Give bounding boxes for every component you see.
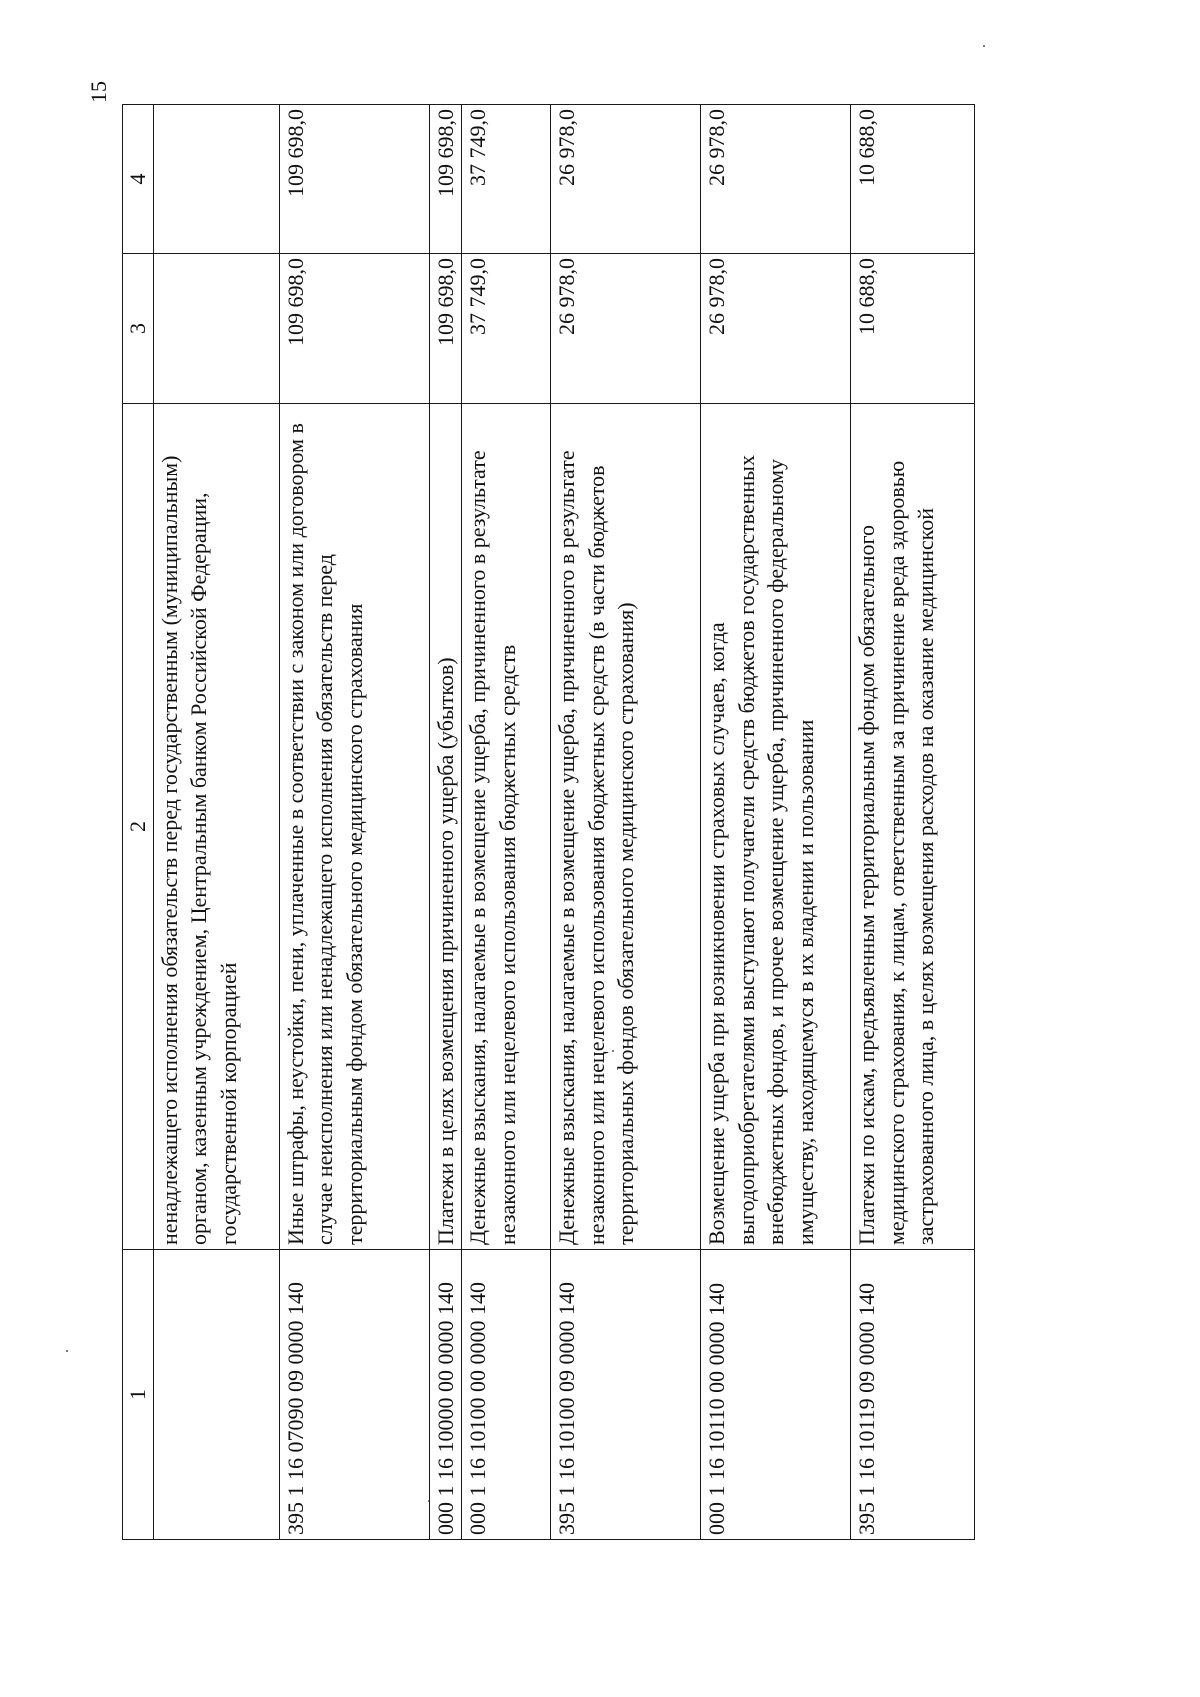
row-name: ненадлежащего исполнения обязательств перед государственным (муниципальным) органом, казенным учреждением, Центральным банком Российской Федерации, государственной корпорацией	[153, 404, 279, 1250]
budget-revenue-table	[122, 104, 975, 1540]
row-name: Платежи в целях возмещения причиненного ущерба (убытков)	[429, 404, 462, 1250]
row-name: Иные штрафы, неустойки, пени, уплаченные в соответствии с законом или договором в случае неисполнения или ненадлежащего исполнения обязательств перед территориальным фондом обязательного медицинского страхования	[279, 404, 429, 1250]
table-header-row	[123, 105, 154, 1540]
row-value-col4: 37 749,0	[462, 105, 551, 254]
row-value-col3: 109 698,0	[279, 254, 429, 404]
row-value-col4	[153, 105, 279, 254]
row-value-col4: 26 978,0	[701, 105, 851, 254]
row-name: Возмещение ущерба при возникновении страховых случаев, когда выгодоприобретателями выступают получатели средств бюджетов государственных внебюджетных фондов, и прочее возмещение ущерба, причиненного федеральному имуществу, находящемуся в их владении и пользовании	[701, 404, 851, 1250]
column-header-4: 4	[123, 105, 154, 254]
row-code: 000 1 16 10110 00 0000 140	[701, 1250, 851, 1540]
row-code: 000 1 16 10100 00 0000 140	[462, 1250, 551, 1540]
table-row	[153, 105, 279, 1540]
row-value-col4: 10 688,0	[851, 105, 975, 254]
row-value-col3: 37 749,0	[462, 254, 551, 404]
row-value-col4: 109 698,0	[279, 105, 429, 254]
column-header-1: 1	[123, 1250, 154, 1540]
column-header-3: 3	[123, 254, 154, 404]
table-row	[701, 105, 851, 1540]
row-value-col3: 109 698,0	[429, 254, 462, 404]
row-value-col4: 109 698,0	[429, 105, 462, 254]
table-row	[429, 105, 462, 1540]
row-value-col3: 26 978,0	[551, 254, 701, 404]
row-code: 395 1 16 10100 09 0000 140	[551, 1250, 701, 1540]
row-code: 395 1 16 07090 09 0000 140	[279, 1250, 429, 1540]
row-value-col3: 26 978,0	[701, 254, 851, 404]
row-code	[153, 1250, 279, 1540]
row-value-col3: 10 688,0	[851, 254, 975, 404]
column-header-2: 2	[123, 404, 154, 1250]
row-value-col4: 26 978,0	[551, 105, 701, 254]
row-name: Денежные взыскания, налагаемые в возмещение ущерба, причиненного в результате незаконного или нецелевого использования бюджетных средств (в части бюджетов территориальных фондов обязательного медицинского страхования)	[551, 404, 701, 1250]
row-name: Платежи по искам, предъявленным территориальным фондом обязательного медицинского страхования, к лицам, ответственным за причинение вреда здоровью застрахованного лица, в целях возмещения расходов на оказание медицинской	[851, 404, 975, 1250]
row-name: Денежные взыскания, налагаемые в возмещение ущерба, причиненного в результате незаконного или нецелевого использования бюджетных средств	[462, 404, 551, 1250]
row-code: 395 1 16 10119 09 0000 140	[851, 1250, 975, 1540]
row-value-col3	[153, 254, 279, 404]
table-row	[551, 105, 701, 1540]
row-code: 000 1 16 10000 00 0000 140	[429, 1250, 462, 1540]
table-row	[462, 105, 551, 1540]
page-number: 15	[86, 81, 111, 103]
table-row	[851, 105, 975, 1540]
table-row	[279, 105, 429, 1540]
